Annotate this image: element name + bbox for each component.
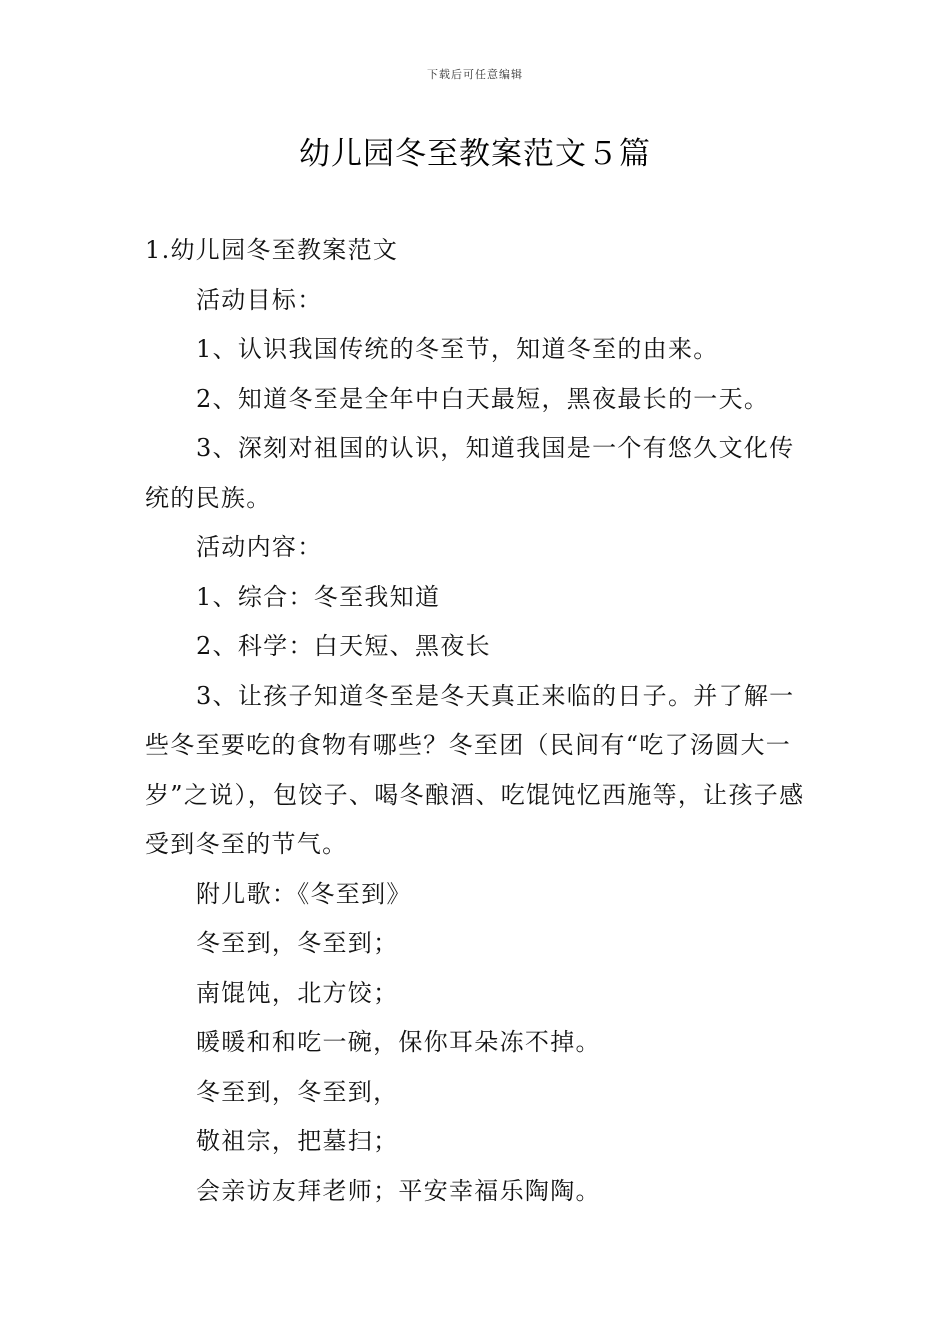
document-body: [145, 226, 807, 1216]
goals-label: 活动目标：: [196, 285, 323, 314]
header-note: 下载后可任意编辑: [427, 68, 523, 81]
song-line-5: 敬祖宗，把墓扫；: [196, 1127, 399, 1155]
section-heading: 1.幼儿园冬至教案范文: [145, 236, 399, 264]
goal-item-3: 3、深刻对祖国的认识，知道我国是一个有悠久文化传统的民族。: [145, 434, 795, 512]
document-title: 幼儿园冬至教案范文５篇: [299, 136, 651, 172]
song-line-1: 冬至到，冬至到；: [196, 929, 399, 957]
goal-item-1: 1、认识我国传统的冬至节，知道冬至的由来。: [196, 335, 719, 363]
content-item-3: 3、让孩子知道冬至是冬天真正来临的日子。并了解一些冬至要吃的食物有哪些？冬至团（民间有“吃了汤圆大一岁”之说），包饺子、喝冬酿酒、吃馄饨忆西施等，让孩子感受到冬至的节气。: [145, 681, 805, 858]
content-item-1: 1、综合：冬至我知道: [196, 582, 441, 611]
song-line-4: 冬至到，冬至到，: [196, 1077, 399, 1106]
song-line-6: 会亲访友拜老师；平安幸福乐陶陶。: [196, 1176, 601, 1205]
content-item-2: 2、科学：白天短、黑夜长: [196, 632, 491, 660]
song-label: 附儿歌：《冬至到》: [196, 879, 412, 908]
song-line-2: 南馄饨，北方饺；: [196, 978, 399, 1007]
song-line-3: 暖暖和和吃一碗，保你耳朵冻不掉。: [196, 1028, 601, 1056]
content-label: 活动内容：: [196, 533, 323, 561]
goal-item-2: 2、知道冬至是全年中白天最短，黑夜最长的一天。: [196, 384, 770, 413]
